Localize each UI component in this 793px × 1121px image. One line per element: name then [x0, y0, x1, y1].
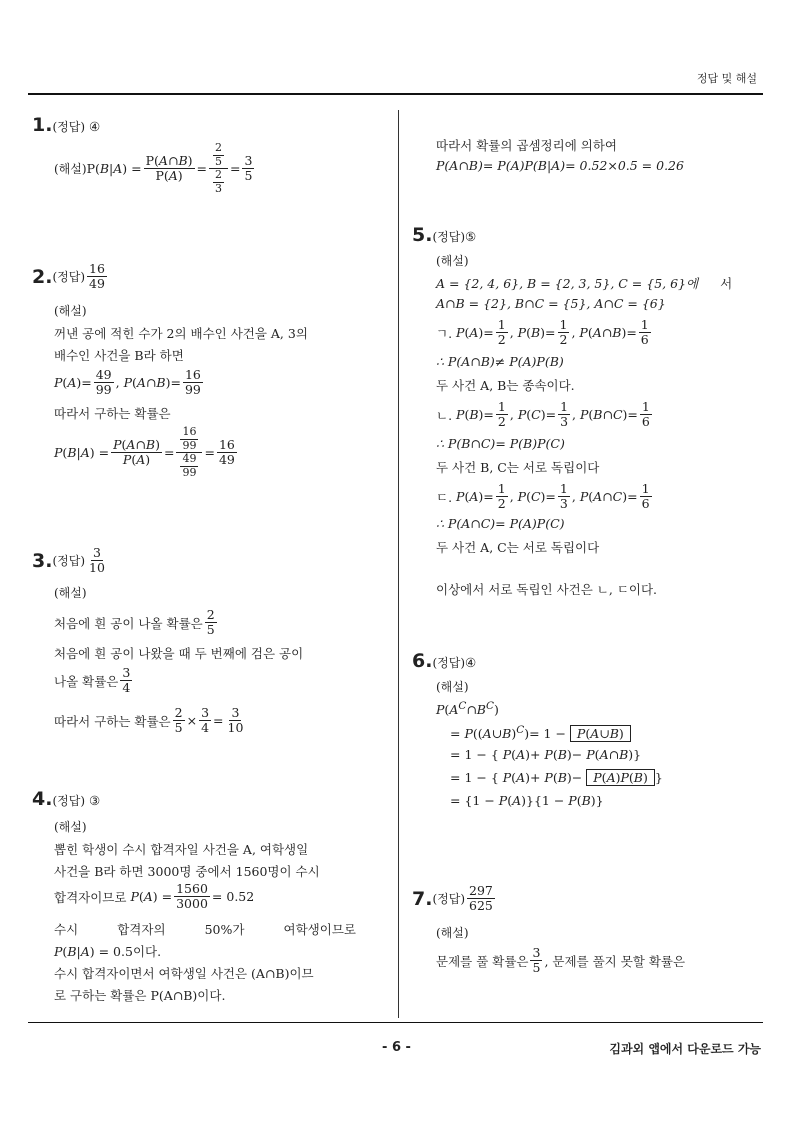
q4-line4-row [54, 920, 356, 938]
q4-line3: 합격자이므로 [54, 889, 127, 905]
q5-sets1b: 서 [720, 276, 733, 291]
q3-line4: 따라서 구하는 확률은 [54, 713, 171, 729]
q5-c-head: ㄷ. [436, 489, 453, 505]
q7-number: 7. [412, 887, 433, 910]
q4-line4a: 수시 [54, 922, 79, 937]
q7-answer [467, 884, 495, 914]
q6-line5: = {1 − P(A)}{1 − P(B)} [450, 793, 604, 808]
q4-line5: 이다. [132, 944, 162, 959]
q4r-line1: 따라서 확률의 곱셈정리에 의하여 [436, 138, 617, 153]
q2-explain-label: (해설) [54, 304, 87, 318]
q3-answer-num: 3 [92, 545, 101, 560]
q5-explain-label: (해설) [436, 254, 469, 268]
q4-line4d: 여학생이므로 [283, 922, 356, 937]
q6-heading [412, 650, 476, 672]
q3-line1-row: 처음에 흰 공이 나올 확률은 2 5 [54, 607, 215, 638]
q1-answer: ④ [89, 119, 101, 134]
q3-heading [32, 546, 109, 576]
q7-line1: 문제를 풀 확률은 3 5 , 문제를 풀지 못할 확률은 [436, 945, 686, 976]
q2-line2: 배수인 사건을 B라 하면 [54, 348, 184, 363]
q5-sets1-row [436, 274, 732, 292]
q3-line3-row: 나올 확률은 3 4 [54, 665, 131, 696]
header-rule [28, 93, 763, 95]
q3-line2: 처음에 흰 공이 나왔을 때 두 번째에 검은 공이 [54, 646, 304, 661]
q7-heading [412, 884, 497, 914]
q1-number: 1. [32, 114, 53, 136]
q2-line1: 꺼낸 공에 적힌 수가 2의 배수인 사건을 A, 3의 [54, 326, 308, 341]
q5-b-result: ∴ P(B∩C)= P(B)P(C) [436, 436, 565, 451]
q4-line4b: 합격자의 [117, 922, 166, 937]
q5-c-probs: ㄷ. P(A)= $\frac{1}{2}$ , P(C)= $\frac{1}{3}$ , P(A∩C)= $\frac{1}{6}$ [436, 481, 650, 512]
q3-explain-label: (해설) [54, 586, 87, 600]
q4-line7: 로 구하는 확률은 P(A∩B)이다. [54, 988, 226, 1003]
q4-line6: 수시 합격자이면서 여학생일 사건은 (A∩B)이므 [54, 966, 314, 981]
q3-line3: 나올 확률은 [54, 673, 119, 689]
q4-explain-label: (해설) [54, 820, 87, 834]
q5-answer-label: (정답) [432, 230, 466, 244]
q5-answer: ⑤ [465, 229, 477, 244]
q5-sets1: A = {2, 4, 6}, B = {2, 3, 5}, C = {5, 6}에 [436, 276, 699, 291]
q3-line4-row: 따라서 구하는 확률은 $\frac{2}{5}$ × $\frac{3}{4}$ = $\frac{3}{10}$ [54, 705, 244, 736]
q5-conclusion: 이상에서 서로 독립인 사건은 ㄴ, ㄷ이다. [436, 582, 658, 597]
q2-answer [87, 262, 107, 292]
q2-answer-den: 49 [89, 276, 105, 292]
q2-result-formula: P(B|A) = $\frac{P(A\cap B)}{P(A)}$ = $\frac{\frac{16}{99}}{\frac{49}{99}}$ = $\frac{16}{49}$ [54, 425, 235, 479]
q6-line4: = 1 − { P(A)+ P(B)− P(A)P(B) } [450, 770, 663, 785]
q1-heading [32, 114, 100, 136]
q4r-line2: P(A∩B)= P(A)P(B|A)= 0.52×0.5 = 0.26 [436, 158, 684, 173]
q6-answer: ④ [465, 655, 477, 670]
q2-number: 2. [32, 265, 53, 288]
q5-a-head: ㄱ. [436, 325, 453, 341]
q5-a-text: 두 사건 A, B는 종속이다. [436, 378, 575, 393]
q3-answer-den: 10 [89, 560, 105, 576]
page-number: - 6 - [382, 1040, 411, 1055]
q6-line2: = P((A∪B)$^C$)= 1 − P(A∪B) [450, 724, 631, 741]
q2-answer-num: 16 [89, 261, 105, 276]
q1-explanation: (해설) P(B|A) = $\frac{P(A\cap B)}{P(A)}$ = $\frac{\frac{2}{5}}{\frac{2}{3}}$ = $\frac{3}{5}$ [54, 141, 253, 195]
q4-line5-row: P(B|A) = 0.5이다. [54, 944, 162, 959]
column-divider [398, 110, 399, 1018]
q2-probabilities: P(A)= $\frac{49}{99}$ , P(A∩B)= $\frac{16}{99}$ [54, 367, 201, 398]
q6-line3: = 1 − { P(A)+ P(B)− P(A∩B)} [450, 747, 642, 762]
q6-answer-label: (정답) [432, 656, 466, 670]
q6-explain-label: (해설) [436, 680, 469, 694]
q4-number: 4. [32, 788, 53, 810]
q5-number: 5. [412, 224, 433, 246]
footer-rule [28, 1022, 763, 1023]
q5-b-probs: ㄴ. P(B)= $\frac{1}{2}$ , P(C)= $\frac{1}{3}$ , P(B∩C)= $\frac{1}{6}$ [436, 399, 650, 430]
q5-b-head: ㄴ. [436, 407, 453, 423]
q4-answer: ③ [89, 793, 101, 808]
q1-frac: $\frac{P(A\cap B)}{P(A)}$ [145, 152, 193, 184]
q4-answer-label: (정답) [52, 794, 86, 808]
q3-number: 3. [32, 549, 53, 572]
q5-a-probs: ㄱ. P(A)= $\frac{1}{2}$ , P(B)= $\frac{1}{2}$ , P(A∩B)= $\frac{1}{6}$ [436, 317, 649, 348]
q1-answer-label: (정답) [52, 120, 86, 134]
q7-answer-den: 625 [469, 898, 493, 914]
footer-download-note: 김과외 앱에서 다운로드 가능 [609, 1042, 761, 1056]
q7-explain-label: (해설) [436, 926, 469, 940]
q2-heading [32, 262, 109, 292]
q6-line1: $P(A^C\cap B^C)$ [436, 700, 499, 718]
q3-line1: 처음에 흰 공이 나올 확률은 [54, 615, 203, 631]
q4-line1: 뽑힌 학생이 수시 합격자일 사건을 A, 여학생일 [54, 842, 309, 857]
q7-answer-label: (정답) [432, 892, 466, 907]
q4-line4c: 50%가 [204, 922, 245, 937]
q7-answer-num: 297 [469, 883, 493, 898]
q4-heading [32, 788, 100, 810]
q1-result: $\frac{3}{5}$ [244, 152, 253, 184]
q6-number: 6. [412, 650, 433, 672]
q5-c-result: ∴ P(A∩C)= P(A)P(C) [436, 516, 565, 531]
q1-complex-frac: $\frac{\frac{2}{5}}{\frac{2}{3}}$ [209, 142, 228, 196]
header-title: 정답 및 해설 [696, 72, 757, 85]
q3-answer-label: (정답) [52, 554, 86, 569]
q2-line3: 따라서 구하는 확률은 [54, 406, 171, 421]
q4-line2: 사건을 B라 하면 3000명 중에서 1560명이 수시 [54, 864, 320, 879]
q7-line1a: 문제를 풀 확률은 [436, 953, 529, 969]
q5-a-result: ∴ P(A∩B)≠ P(A)P(B) [436, 354, 564, 369]
q5-c-text: 두 사건 A, C는 서로 독립이다 [436, 540, 600, 555]
q5-sets2: A∩B = {2}, B∩C = {5}, A∩C = {6} [436, 296, 666, 311]
q5-heading [412, 224, 476, 246]
q3-answer [87, 546, 107, 576]
q4-line3-row: 합격자이므로 P(A) = $\frac{1560}{3000}$ = 0.52 [54, 881, 255, 912]
q7-line1b: , 문제를 풀지 못할 확률은 [544, 953, 686, 969]
q2-answer-label: (정답) [52, 270, 86, 285]
q1-explain-label: (해설) [54, 162, 87, 177]
q5-b-text: 두 사건 B, C는 서로 독립이다 [436, 460, 600, 475]
